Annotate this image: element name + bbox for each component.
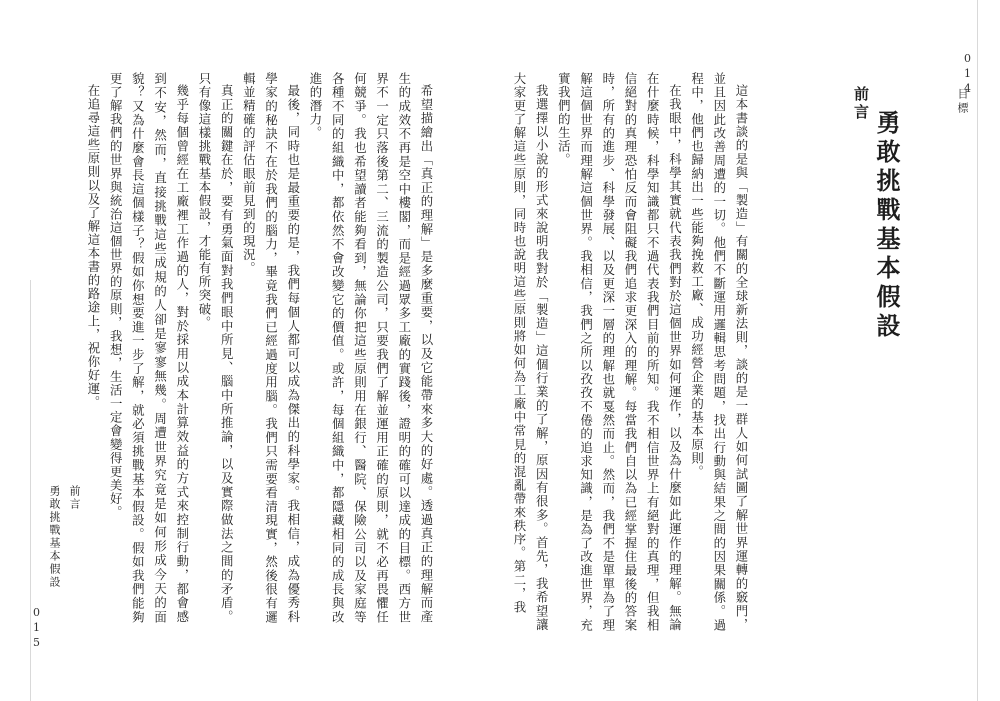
- paragraph: 最後，同時也是最重要的是，我們每個人都可以成為傑出的科學家。我相信，成為優秀科學家的秘訣不在於我們的腦力，畢竟我們已經過度用腦。我們只需要看清現實，然後很有邏輯並精確的評估眼前見到的現況。: [241, 72, 301, 624]
- page-number-right: 014: [961, 52, 974, 97]
- chapter-kicker: 前言: [852, 86, 870, 122]
- paragraph: 在我眼中，科學其實就代表我們對於這個世界如何運作，以及為什麼如此運作的理解。無論在什麼時候，科學知識都只不過代表我們目前的所知。我不相信世界上有絕對的真理，但我相信絕對的真理恐怕反而會阻礙我們追求更深入的理解。每當我們自以為已經掌握住最後的答案時，所有的進步、科學發展、以及更深一層的理解也就戛然而止。然而，我們不是單單為了理解這個世界而理解這個世界。我相信，我們之所以孜孜不倦的追求知識，是為了改進世界，充實我們的生活。: [556, 72, 683, 632]
- page-edge-line-right: [977, 0, 978, 701]
- page-number-left: 015: [30, 606, 43, 651]
- footer-running-head: [42, 485, 82, 589]
- paragraph: 幾乎每個曾經在工廠裡工作過的人，對於採用以成本計算效益的方式來控制行動，都會感到不安，然而，直接挑戰這些成規的人卻是寥寥無幾。周遭世界究竟是如何形成今天的面貌？又為什麼會長這個樣子？假如你想要進一步了解，就必須挑戰基本假設。假如我們能夠更了解我們的世界與統治這個世界的原則，我想，生活一定會變得更美好。: [108, 72, 190, 624]
- paragraph: 這本書談的是與「製造」有關的全球新法則，談的是一群人如何試圖了解世界運轉的竅門，並且因此改善周遭的一切。他們不斷運用邏輯思考問題，找出行動與結果之間的因果關係。過程中，他們也歸納出一些能夠挽救工廠、成功經營企業的基本原則。: [689, 72, 749, 632]
- footer-title: 勇敢挑戰基本假設: [48, 485, 61, 589]
- paragraph: 真正的關鍵在於，要有勇氣面對我們眼中所見、腦中所推論，以及實際做法之間的矛盾。只有像這樣挑戰基本假設，才能有所突破。: [196, 72, 235, 624]
- running-head: 目標: [956, 88, 969, 116]
- paragraph: 在追尋這些原則以及了解這本書的路途上，祝你好運。: [85, 84, 101, 410]
- chapter-title: 勇敢挑戰基本假設: [872, 110, 901, 342]
- paragraph: 希望描繪出「真正的理解」是多麼重要，以及它能帶來多大的好處。透過真正的理解而產生的成效不再是空中樓閣，而是經過眾多工廠的實踐後，證明的確可以達成的目標。西方世界不一定只落後第二、三流的製造公司，只要我們了解並運用正確的原則，就不必再畏懼任何競爭。我也希望讀者能夠看到，無論你把這些原則用在銀行、醫院、保險公司以及家庭等各種不同的組織中，都依然不會改變它的價值。或許，每個組織中，都隱藏相同的成長與改進的潛力。: [307, 72, 434, 624]
- footer-kicker: 前言: [68, 485, 81, 511]
- left-page-body: [57, 72, 437, 624]
- paragraph: 我選擇以小說的形式來說明我對於「製造」這個行業的了解，原因有很多。首先，我希望讓大家更了解這些原則，同時也說明這些原則將如何為工廠中常見的混亂帶來秩序。第二，我: [511, 72, 550, 632]
